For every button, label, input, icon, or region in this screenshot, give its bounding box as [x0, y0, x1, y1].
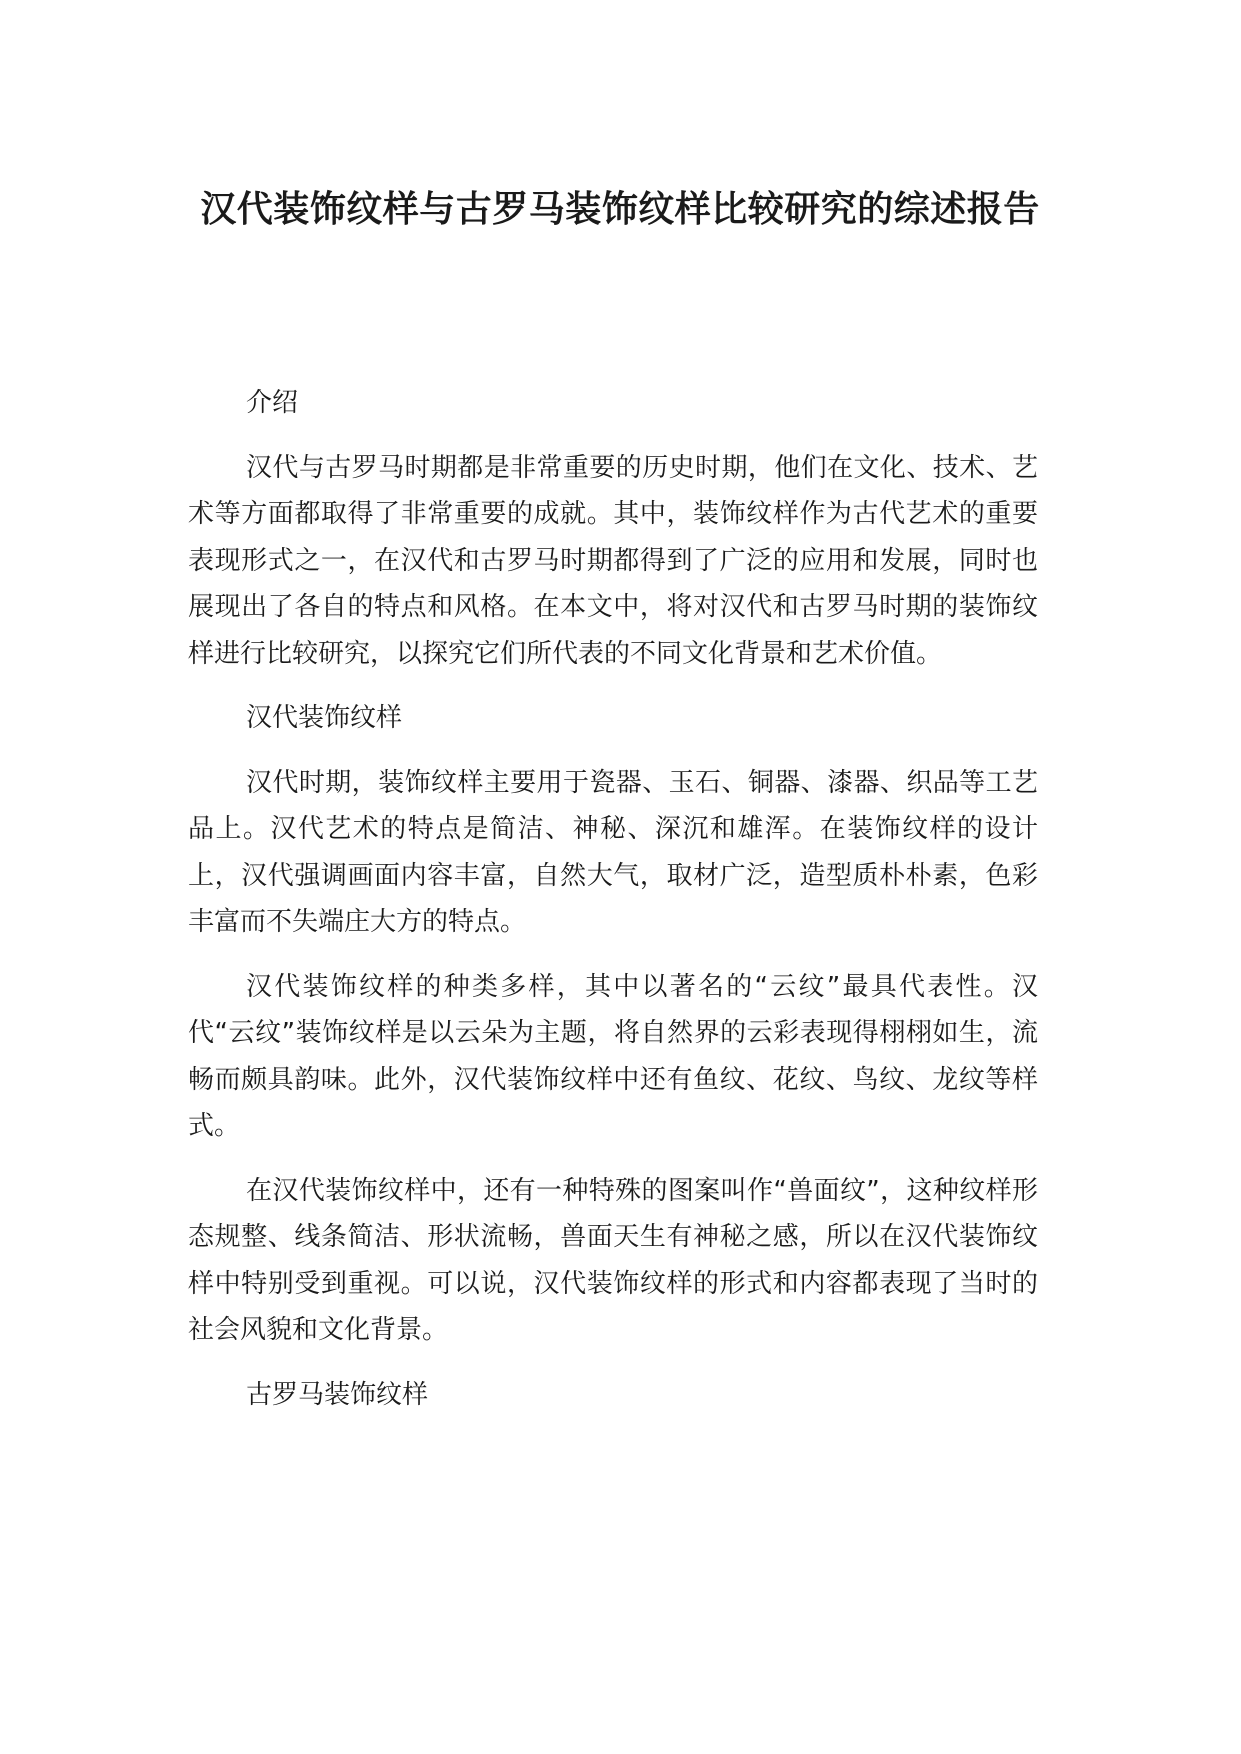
document-title: 汉代装饰纹样与古罗马装饰纹样比较研究的综述报告 — [200, 189, 1040, 230]
paragraph-han-2: 汉代装饰纹样的种类多样，其中以著名的“云纹”最具代表性。汉代“云纹”装饰纹样是以云朵为主题，将自然界的云彩表现得栩栩如生，流畅而颇具韵味。此外，汉代装饰纹样中还有鱼纹、花纹、鸟纹、龙纹等样式。 — [188, 971, 1038, 1141]
document-body — [188, 380, 1038, 1436]
section-heading-rome: 古罗马装饰纹样 — [246, 1379, 429, 1410]
paragraph-intro: 汉代与古罗马时期都是非常重要的历史时期，他们在文化、技术、艺术等方面都取得了非常重要的成就。其中，装饰纹样作为古代艺术的重要表现形式之一，在汉代和古罗马时期都得到了广泛的应用和发展，同时也展现出了各自的特点和风格。在本文中，将对汉代和古罗马时期的装饰纹样进行比较研究，以探究它们所代表的不同文化背景和艺术价值。 — [188, 452, 1038, 669]
paragraph-han-3: 在汉代装饰纹样中，还有一种特殊的图案叫作“兽面纹”，这种纹样形态规整、线条简洁、形状流畅，兽面天生有神秘之感，所以在汉代装饰纹样中特别受到重视。可以说，汉代装饰纹样的形式和内容都表现了当时的社会风貌和文化背景。 — [188, 1175, 1038, 1345]
paragraph-han-1: 汉代时期，装饰纹样主要用于瓷器、玉石、铜器、漆器、织品等工艺品上。汉代艺术的特点是简洁、神秘、深沉和雄浑。在装饰纹样的设计上，汉代强调画面内容丰富，自然大气，取材广泛，造型质朴朴素，色彩丰富而不失端庄大方的特点。 — [188, 767, 1038, 937]
section-heading-han: 汉代装饰纹样 — [246, 703, 403, 733]
section-heading-intro: 介绍 — [246, 388, 299, 418]
